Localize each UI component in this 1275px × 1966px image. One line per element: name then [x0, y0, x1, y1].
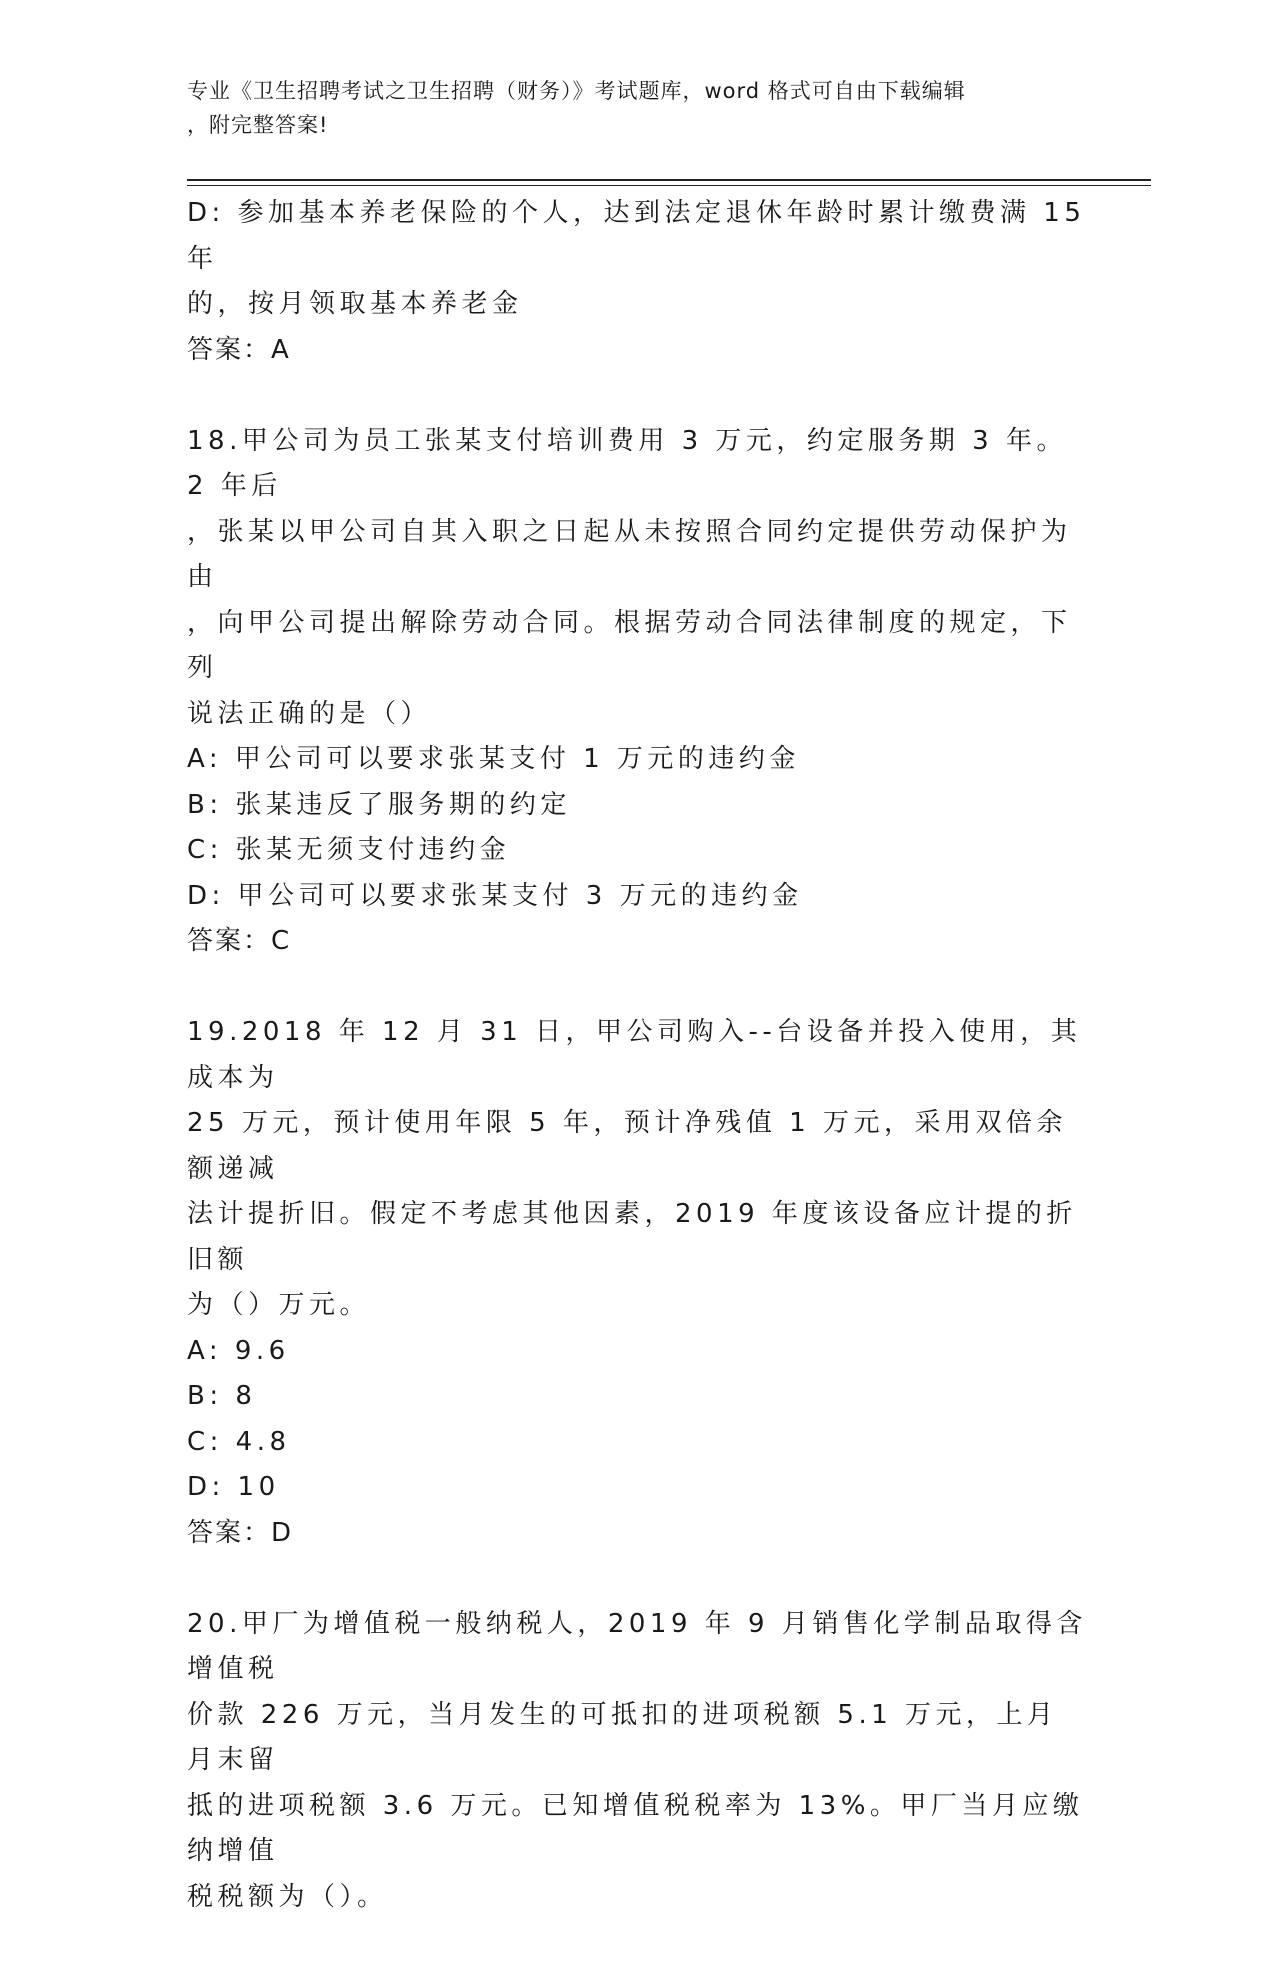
option-a: A: 甲公司可以要求张某支付 1 万元的违约金 — [187, 744, 800, 774]
option-c: C: 4.8 — [187, 1426, 291, 1457]
header-divider-thin — [187, 185, 1151, 186]
question-stem-line: 抵的进项税额 3.6 万元。已知增值税税率为 13%。甲厂当月应缴纳增值 — [187, 1790, 1084, 1866]
question-17-tail — [187, 191, 1087, 373]
question-stem-line: 19.2018 年 12 月 31 日，甲公司购入--台设备并投入使用，其成本为 — [187, 1017, 1082, 1093]
option-d: D: 甲公司可以要求张某支付 3 万元的违约金 — [187, 880, 803, 911]
answer-line: 答案：A — [187, 334, 291, 365]
answer-line: 答案：C — [187, 926, 292, 956]
question-stem-line: 18.甲公司为员工张某支付培训费用 3 万元，约定服务期 3 年。2 年后 — [187, 425, 1067, 501]
question-stem-line: 20.甲厂为增值税一般纳税人，2019 年 9 月销售化学制品取得含增值税 — [187, 1608, 1087, 1684]
option-a: A: 9.6 — [187, 1335, 290, 1366]
header-divider-thick — [187, 179, 1151, 181]
question-stem-line: 税税额为（）。 — [187, 1881, 388, 1912]
question-stem-line: 25 万元，预计使用年限 5 年，预计净残值 1 万元，采用双倍余额递减 — [187, 1108, 1067, 1184]
question-stem-line: 价款 226 万元，当月发生的可抵扣的进项税额 5.1 万元，上月月末留 — [187, 1699, 1058, 1775]
header-text-line-2: ，附完整答案! — [187, 113, 329, 137]
option-b: B: 张某违反了服务期的约定 — [187, 789, 571, 820]
question-stem-line: 法计提折旧。假定不考虑其他因素，2019 年度该设备应计提的折旧额 — [187, 1199, 1077, 1275]
answer-line: 答案：D — [187, 1517, 294, 1548]
document-header — [187, 74, 1087, 142]
question-20 — [187, 1602, 1087, 1921]
question-19 — [187, 1010, 1087, 1556]
question-stem-line: 为（）万元。 — [187, 1290, 371, 1320]
document-body — [187, 191, 1087, 1966]
option-c: C: 张某无须支付违约金 — [187, 835, 511, 865]
question-stem-line: ，张某以甲公司自其入职之日起从未按照合同约定提供劳动保护为由 — [187, 516, 1072, 592]
header-text-line-1: 专业《卫生招聘考试之卫生招聘（财务）》考试题库，word 格式可自由下载编辑 — [187, 79, 966, 103]
question-stem-line: 说法正确的是（） — [187, 698, 432, 729]
option-d-line-1: D: 参加基本养老保险的个人，达到法定退休年龄时累计缴费满 15 年 — [187, 198, 1086, 274]
option-b: B: 8 — [187, 1381, 257, 1411]
question-stem-line: ，向甲公司提出解除劳动合同。根据劳动合同法律制度的规定，下列 — [187, 607, 1072, 683]
question-18 — [187, 419, 1087, 965]
option-d: D: 10 — [187, 1472, 280, 1502]
option-d-line-2: 的，按月领取基本养老金 — [187, 289, 523, 319]
